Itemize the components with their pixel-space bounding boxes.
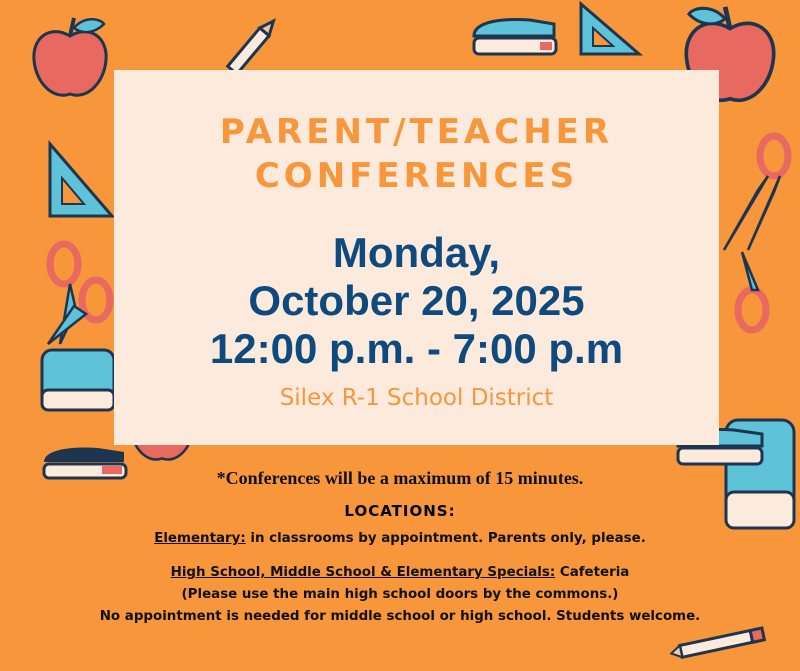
eraser-icon — [38, 340, 118, 420]
date-full: October 20, 2025 — [248, 277, 585, 324]
elementary-label: Elementary: — [154, 531, 246, 546]
elementary-text: in classrooms by appointment. Parents only, please. — [245, 531, 646, 546]
announcement-panel — [114, 70, 719, 445]
high-school-label: High School, Middle School & Elementary Specials: — [170, 565, 556, 580]
appointment-note: No appointment is needed for middle school or high school. Students welcome. — [99, 609, 701, 624]
triangle-ruler-icon — [44, 140, 116, 220]
locations-heading: LOCATIONS: — [344, 502, 456, 520]
high-school-detail: (Please use the main high school doors by the commons.) — [181, 587, 619, 602]
high-school-location — [0, 564, 800, 582]
duration-note: *Conferences will be a maximum of 15 minutes. — [216, 468, 584, 488]
title-line-2: CONFERENCES — [254, 156, 579, 196]
title-line-1: PARENT/TEACHER — [219, 112, 614, 152]
scissors-icon — [40, 240, 120, 350]
time-range: 12:00 p.m. - 7:00 p.m — [209, 325, 624, 372]
scissors-icon — [718, 130, 800, 260]
apple-icon — [30, 14, 110, 100]
pencil-icon — [670, 622, 780, 662]
high-school-text: Cafeteria — [555, 565, 630, 580]
district-name: Silex R-1 School District — [279, 385, 554, 411]
triangle-ruler-icon — [575, 0, 645, 60]
elementary-location — [0, 530, 800, 548]
date-weekday: Monday, — [332, 229, 501, 276]
scissors-icon — [722, 250, 782, 340]
stapler-icon — [470, 14, 560, 60]
